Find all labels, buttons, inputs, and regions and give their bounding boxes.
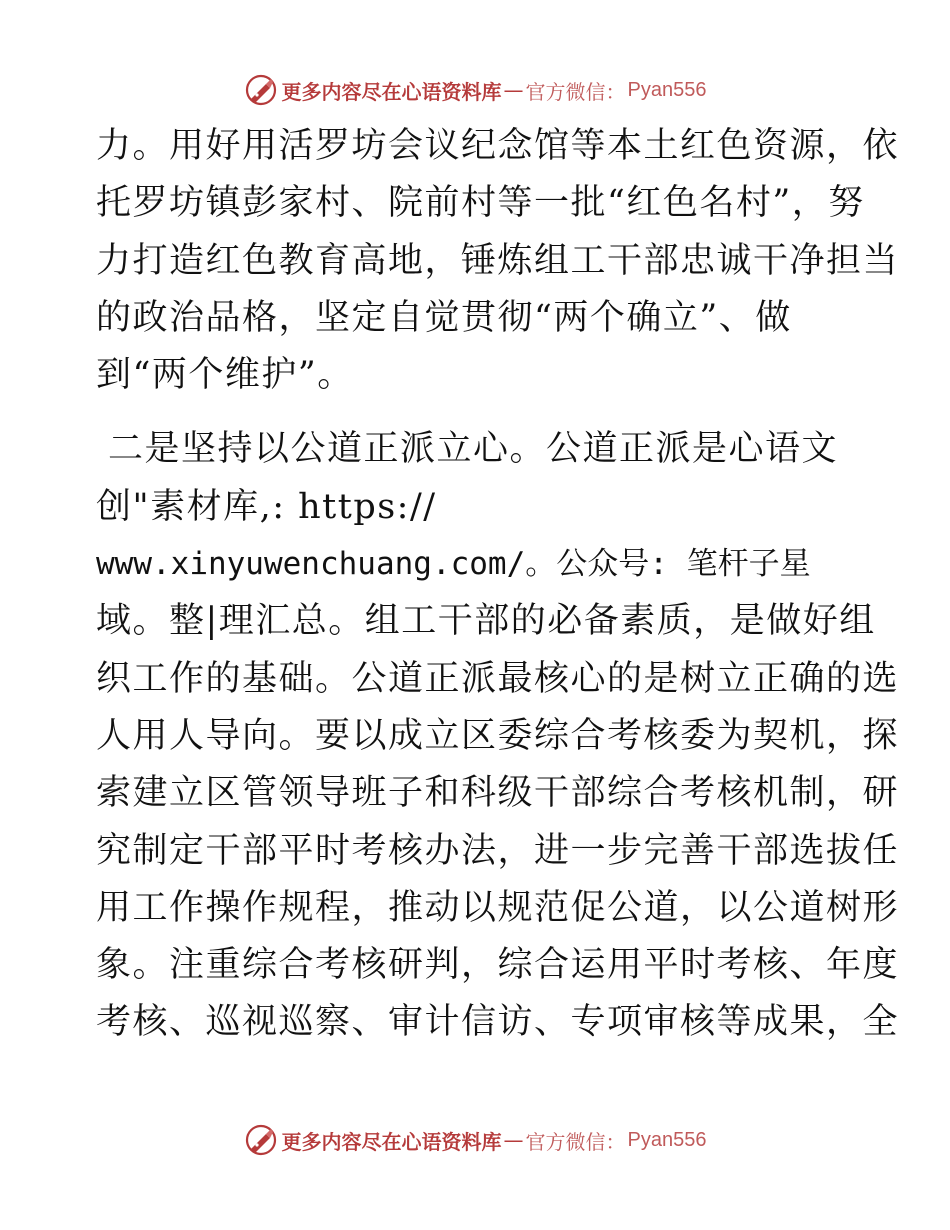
banner-promo-text: 更多内容尽在心语资料库 [281, 79, 502, 104]
banner-promo-text: 更多内容尽在心语资料库 [281, 1129, 502, 1154]
pen-nib-logo-icon [244, 73, 278, 107]
text-line: 力打造红色教育高地，锤炼组工干部忠诚干净担当 [96, 240, 900, 281]
text-line: 域。整|理汇总。组工干部的必备素质，是做好组 [96, 601, 876, 642]
text-line: 到“两个维护”。 [96, 355, 354, 396]
text-line: 用工作操作规程，推动以规范促公道，以公道树形 [96, 887, 900, 928]
paragraph-1 [96, 118, 900, 404]
footer-banner [0, 1120, 950, 1160]
text-line: 象。注重综合考核研判，综合运用平时考核、年度 [96, 945, 900, 986]
banner-wechat-handle: Pyan556 [627, 1128, 707, 1151]
text-line: 人用人导向。要以成立区委综合考核委为契机，探 [96, 715, 900, 756]
pen-nib-logo-icon [244, 1123, 278, 1157]
text-line: 考核、巡视巡察、审计信访、专项审核等成果，全 [96, 1002, 900, 1043]
text-line: 托罗坊镇彭家村、院前村等一批“红色名村”，努 [96, 183, 865, 224]
banner-dash: — [503, 78, 524, 102]
banner-dash: — [503, 1128, 524, 1152]
paragraph-2 [96, 421, 900, 1051]
text-line-url: www.xinyuwenchuang.com/。公众号: 笔杆子星 [96, 546, 811, 583]
banner-official-label: 官方微信： [525, 79, 626, 104]
banner-wechat-handle: Pyan556 [627, 78, 707, 101]
text-line: 力。用好用活罗坊会议纪念馆等本土红色资源，依 [96, 126, 900, 166]
text-line: 创"素材库,: https:// [96, 486, 437, 527]
text-line: 的政治品格，坚定自觉贯彻“两个确立”、做 [96, 297, 792, 338]
banner-official-label: 官方微信： [525, 1129, 626, 1154]
header-banner [0, 70, 950, 110]
text-line: 究制定干部平时考核办法，进一步完善干部选拔任 [96, 830, 900, 871]
document-body [96, 118, 900, 1052]
text-line: 索建立区管领导班子和科级干部综合考核机制，研 [96, 773, 900, 814]
text-line: 二是坚持以公道正派立心。公道正派是心语文 [108, 429, 839, 470]
text-line: 织工作的基础。公道正派最核心的是树立正确的选 [96, 658, 900, 699]
